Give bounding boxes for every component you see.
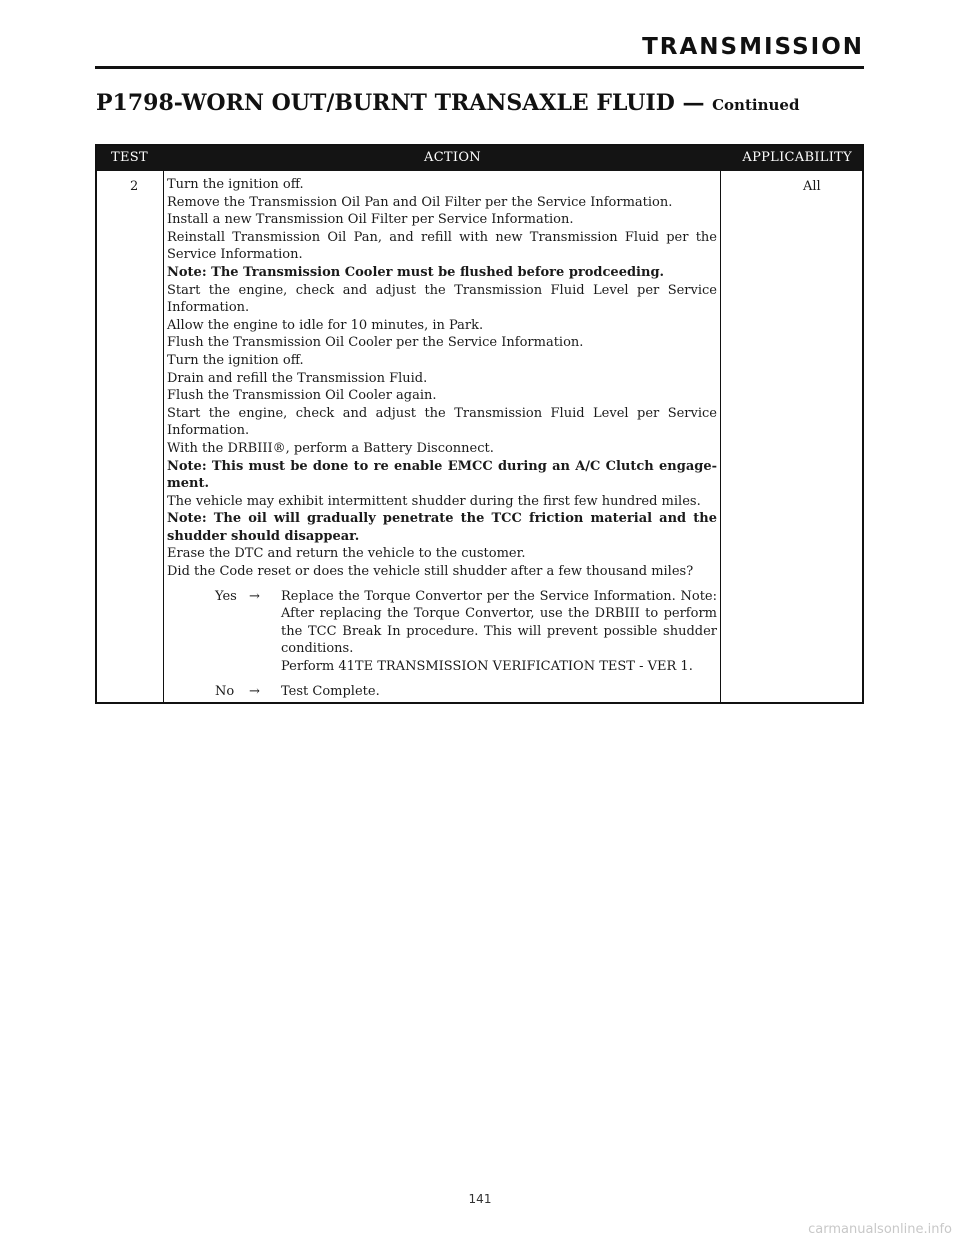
test-number: 2 bbox=[130, 179, 139, 194]
action-step: Turn the ignition off. bbox=[167, 352, 304, 368]
arrow-icon: → bbox=[249, 588, 260, 604]
action-note: Note: The oil will gradually penetrate the TCC friction material and the shudder should disappear. bbox=[167, 511, 717, 544]
action-steps bbox=[167, 176, 717, 581]
arrow-icon: → bbox=[249, 683, 260, 699]
action-step: Install a new Transmission Oil Filter per Service Information. bbox=[167, 212, 574, 228]
heading-title: P1798-WORN OUT/BURNT TRANSAXLE FLUID — bbox=[96, 90, 705, 116]
yes-label: Yes bbox=[215, 588, 237, 604]
action-step: Remove the Transmission Oil Pan and Oil Filter per the Service Information. bbox=[167, 194, 673, 210]
section-title: TRANSMISSION bbox=[642, 34, 864, 60]
header-action: ACTION bbox=[424, 150, 481, 165]
header-test: TEST bbox=[111, 150, 148, 165]
column-divider-left bbox=[163, 171, 164, 702]
header-applicability: APPLICABILITY bbox=[742, 150, 852, 165]
page-number: 141 bbox=[468, 1192, 492, 1206]
action-step: Flush the Transmission Oil Cooler again. bbox=[167, 388, 437, 404]
action-step: Allow the engine to idle for 10 minutes, in Park. bbox=[167, 317, 484, 333]
action-note: Note: The Transmission Cooler must be flushed before prodceeding. bbox=[167, 264, 665, 280]
diagnostic-table bbox=[95, 144, 864, 704]
action-step: Drain and refill the Transmission Fluid. bbox=[167, 370, 428, 386]
action-step: Did the Code reset or does the vehicle still shudder after a few thousand miles? bbox=[167, 564, 694, 580]
header-rule bbox=[95, 66, 864, 69]
action-step: Erase the DTC and return the vehicle to the customer. bbox=[167, 546, 526, 562]
column-divider-right bbox=[720, 171, 721, 702]
yes-result-line: Perform 41TE TRANSMISSION VERIFICATION TEST - VER 1. bbox=[281, 659, 693, 675]
action-step: The vehicle may exhibit intermittent shudder during the first few hundred miles. bbox=[167, 493, 701, 509]
branch-no bbox=[167, 683, 717, 701]
yes-result bbox=[281, 588, 717, 676]
watermark: carmanualsonline.info bbox=[808, 1222, 952, 1237]
page-heading bbox=[96, 90, 799, 116]
action-step: With the DRBIII®, perform a Battery Disconnect. bbox=[167, 440, 494, 456]
applicability-value: All bbox=[803, 179, 821, 194]
action-note: Note: This must be done to re enable EMCC during an A/C Clutch engage-ment. bbox=[167, 458, 717, 492]
branch-yes bbox=[167, 588, 717, 676]
yes-result-line: Replace the Torque Convertor per the Service Information. Note: After replacing the Torque Convertor, use the DRBIII to perform the TCC Break In procedure. This will prevent possible shudder conditions. bbox=[281, 588, 717, 657]
action-step: Turn the ignition off. bbox=[167, 177, 304, 192]
no-label: No bbox=[215, 683, 235, 699]
action-step: Reinstall Transmission Oil Pan, and refill with new Transmission Fluid per the Service Information. bbox=[167, 229, 717, 263]
action-step: Flush the Transmission Oil Cooler per the Service Information. bbox=[167, 335, 584, 351]
action-step: Start the engine, check and adjust the Transmission Fluid Level per Service Information. bbox=[167, 282, 717, 316]
heading-continued: Continued bbox=[712, 96, 800, 114]
action-cell bbox=[167, 176, 717, 700]
no-result: Test Complete. bbox=[281, 683, 380, 699]
action-step: Start the engine, check and adjust the Transmission Fluid Level per Service Information. bbox=[167, 405, 717, 439]
table-header bbox=[97, 146, 862, 171]
